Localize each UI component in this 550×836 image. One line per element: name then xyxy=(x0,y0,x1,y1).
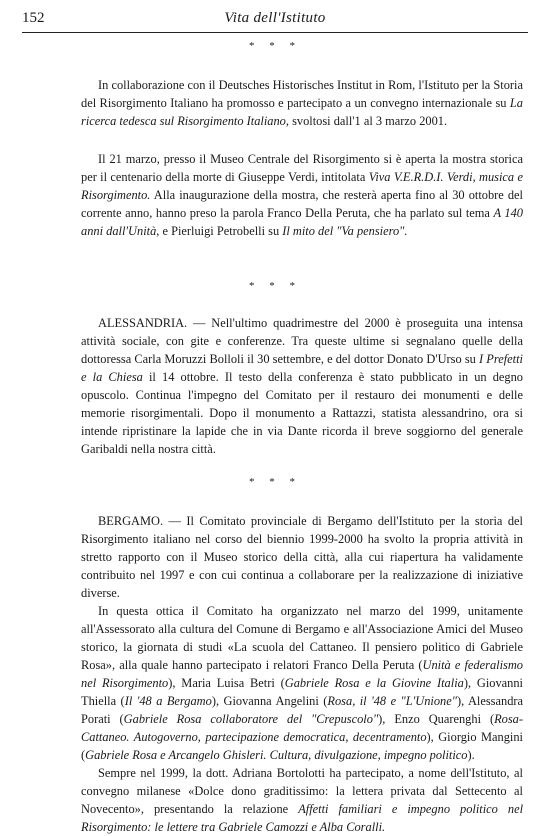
italic-title: La ricerca tedesca sul Risorgimento Italiano, xyxy=(81,96,523,128)
paragraph-bergamo: BERGAMO. — Il Comitato provinciale di Bergamo dell'Istituto per la storia del Risorgimento italiano nel corso del biennio 1999-2000 ha svolto la propria attività in stretto rapporto con il Museo storico della città, alla cui riapertura ha validamente contribuito nel 1997 e con cui continua a collaborare per la realizzazione di iniziative diverse. xyxy=(81,514,523,600)
paragraph-mostra-verdi: Il 21 marzo, presso il Museo Centrale del Risorgimento si è aperta la mostra storica per il centenario della morte di Giuseppe Verdi, intitolata Viva V.E.R.D.I. Verdi, musica e Risorgimento. Alla inaugurazione della mostra, che resterà aperta fino al 30 ottobre del corrente anno, hanno preso la parola Franco Della Peruta, che ha parlato sul tema A 140 anni dall'Unità, e Pierluigi Petrobelli su Il mito del "Va pensiero". xyxy=(81,152,523,238)
italic-title: Il mito del "Va pensiero". xyxy=(282,224,408,238)
italic-title: Unità e federalismo nel Risorgimento xyxy=(81,658,523,690)
italic-title: Rosa-Cattaneo. Autogoverno, partecipazione democratica, decentramento xyxy=(81,712,523,744)
paragraph-giornata-studi: In questa ottica il Comitato ha organizzato nel marzo del 1999, unitamente all'Assessorato alla cultura del Comune di Bergamo e all'Associazione Amici del Museo storico, la giornata di studi «La scuola del Cattaneo. Il pensiero politico di Gabriele Rosa», alla quale hanno partecipato i relatori Franco Della Peruta (Unità e federalismo nel Risorgimento), Maria Luisa Betri (Gabriele Rosa e la Giovine Italia), Giovanni Thiella (Il '48 a Bergamo), Giovanna Angelini (Rosa, il '48 e "L'Unione"), Alessandra Porati (Gabriele Rosa collaboratore del "Crepuscolo"), Enzo Quarenghi (Rosa-Cattaneo. Autogoverno, partecipazione democratica, decentramento), Giorgio Mangini (Gabriele Rosa e Arcangelo Ghisleri. Cultura, divulgazione, impegno politico). xyxy=(81,604,524,762)
italic-title: Viva V.E.R.D.I. Verdi, musica e Risorgimento. xyxy=(81,170,523,202)
italic-title: Affetti familiari e impegno politico nel Risorgimento: le lettere tra Gabriele Camozzi e Alba Coralli. xyxy=(81,802,524,834)
paragraph-alessandria: ALESSANDRIA. — Nell'ultimo quadrimestre del 2000 è proseguita una intensa attività sociale, con gite e conferenze. Tra queste ultime si segnalano quelle della dottoressa Carla Moruzzi Bolloli il 30 settembre, e del dottor Donato D'Urso su I Prefetti e la Chiesa il 14 ottobre. Il testo della conferenza è stato pubblicato in un degno opuscolo. Continua l'impegno del Comitato per il restauro dei monumenti e delle memorie risorgimentali. Dopo il monumento a Rattazzi, statista alessandrino, ora si intende ripristinare la lapide che in via Dante ricorda il breve soggiorno del generale Garibaldi nella nostra città. xyxy=(81,316,523,456)
running-title: Vita dell'Istituto xyxy=(224,10,326,26)
italic-title: Gabriele Rosa e la Giovine Italia xyxy=(284,676,464,690)
italic-title: Gabriele Rosa collaboratore del "Crepuscolo" xyxy=(123,712,379,726)
paragraph-convegno-milanese: Sempre nel 1999, la dott. Adriana Bortolotti ha partecipato, a nome dell'Istituto, al convegno milanese «Dolce dono graditissimo: la lettera privata dal Settecento al Novecento», presentando la relazione Affetti familiari e impegno politico nel Risorgimento: le lettere tra Gabriele Camozzi e Alba Coralli. xyxy=(81,766,524,834)
italic-title: Gabriele Rosa e Arcangelo Ghisleri. Cultura, divulgazione, impegno politico xyxy=(85,748,468,762)
italic-title: Rosa, il '48 e "L'Unione" xyxy=(327,694,457,708)
italic-title: I Prefetti e la Chiesa xyxy=(81,352,523,384)
italic-title: A 140 anni dall'Unità, xyxy=(81,206,523,238)
header-rule xyxy=(22,32,528,33)
section-separator: * * * xyxy=(249,280,301,292)
paragraph-convegno: In collaborazione con il Deutsches Historisches Institut in Rom, l'Istituto per la Storia del Risorgimento Italiano ha promosso e partecipato a un convegno internazionale su La ricerca tedesca sul Risorgimento Italiano, svoltosi dall'1 al 3 marzo 2001. xyxy=(81,78,523,128)
running-header xyxy=(22,10,528,32)
section-separator: * * * xyxy=(249,40,301,52)
italic-title: Il '48 a Bergamo xyxy=(124,694,212,708)
page-number: 152 xyxy=(22,10,45,26)
section-separator: * * * xyxy=(249,476,301,488)
